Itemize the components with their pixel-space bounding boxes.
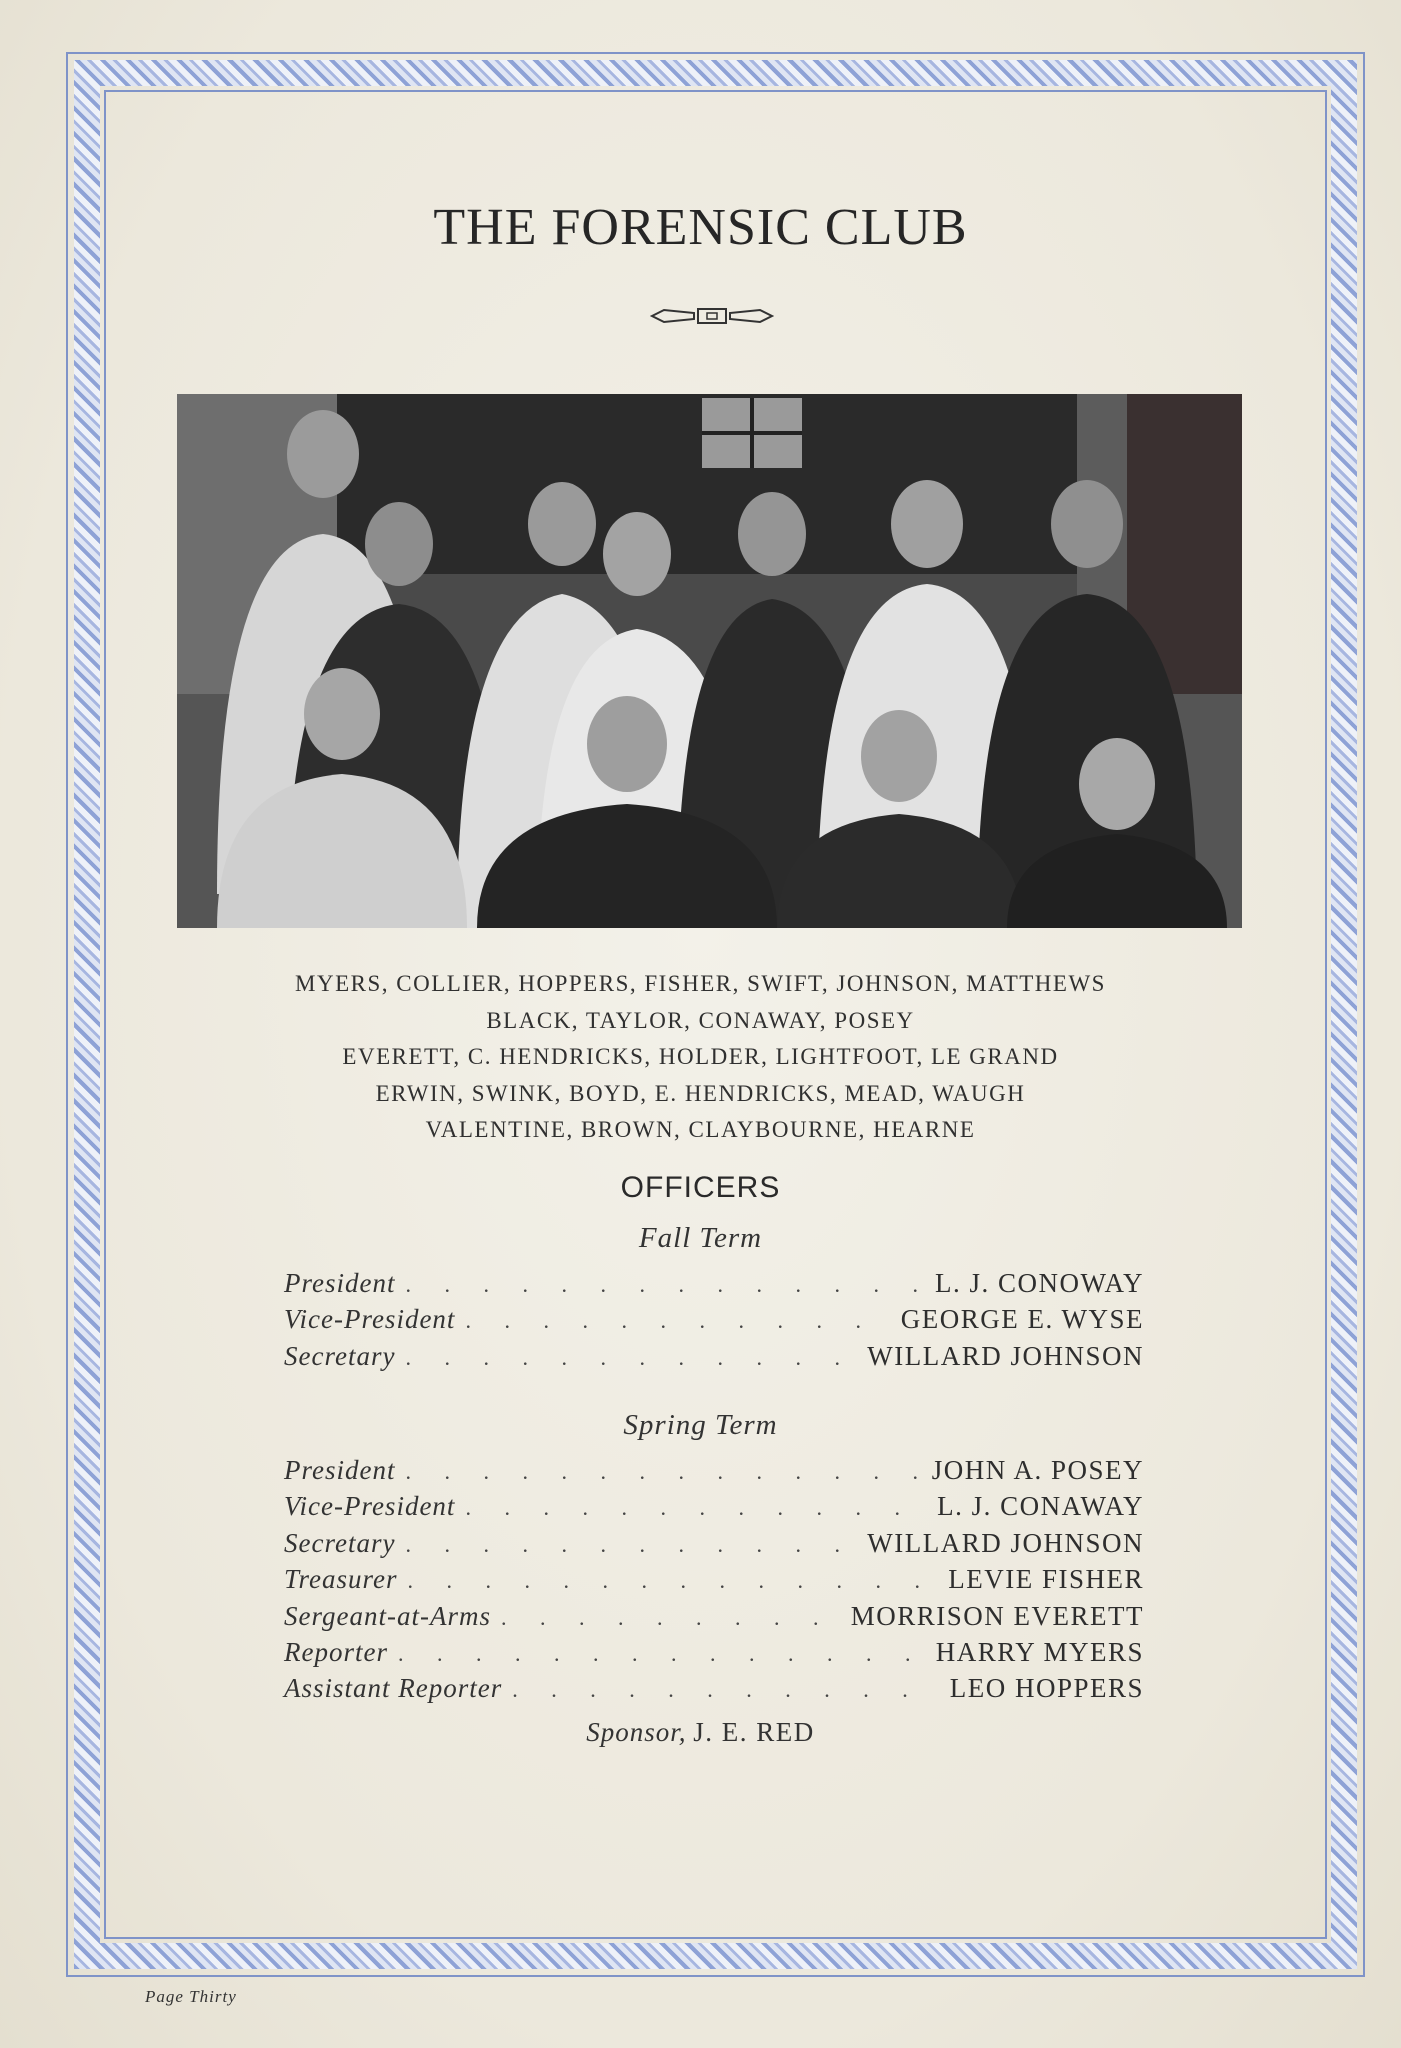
officer-role: Vice-President xyxy=(284,1304,456,1335)
officer-role: Sergeant-at-Arms xyxy=(284,1600,491,1631)
page-number: Page Thirty xyxy=(145,1987,237,2006)
member-names xyxy=(0,966,1401,1149)
fall-term-heading: Fall Term xyxy=(638,1222,763,1254)
officer-name: GEORGE E. WYSE xyxy=(900,1304,1144,1335)
spring-officer-list xyxy=(284,1455,1144,1710)
officer-role: President xyxy=(284,1455,396,1485)
leader-dots xyxy=(405,1272,925,1298)
officer-name: L. J. CONAWAY xyxy=(937,1491,1144,1522)
officer-row xyxy=(284,1673,1144,1709)
officer-role: Vice-President xyxy=(284,1491,456,1522)
names-line: VALENTINE, BROWN, CLAYBOURNE, HEARNE xyxy=(425,1117,976,1142)
names-line: BLACK, TAYLOR, CONAWAY, POSEY xyxy=(486,1007,915,1033)
officer-role: Treasurer xyxy=(284,1564,398,1595)
leader-dots xyxy=(405,1459,921,1485)
officer-row xyxy=(284,1601,1144,1637)
page-title: THE FORENSIC CLUB xyxy=(433,199,968,256)
group-photo-icon xyxy=(177,394,1242,928)
officer-name: LEO HOPPERS xyxy=(949,1673,1144,1704)
officers-heading: OFFICERS xyxy=(620,1171,781,1204)
leader-dots xyxy=(465,1308,890,1334)
officer-role: Secretary xyxy=(284,1527,396,1558)
officer-role: Secretary xyxy=(284,1340,396,1371)
leader-dots xyxy=(501,1605,841,1631)
group-photo xyxy=(177,394,1242,928)
leader-dots xyxy=(465,1495,927,1521)
leader-dots xyxy=(405,1345,857,1371)
fall-officer-list xyxy=(284,1268,1144,1377)
officer-name: L. J. CONOWAY xyxy=(934,1268,1144,1298)
officer-role: President xyxy=(284,1268,396,1298)
leader-dots xyxy=(405,1532,857,1558)
names-line: EVERETT, C. HENDRICKS, HOLDER, LIGHTFOOT, LE GRAND xyxy=(342,1044,1059,1069)
officer-name: LEVIE FISHER xyxy=(948,1564,1144,1595)
officer-row xyxy=(284,1304,1144,1340)
officer-row xyxy=(284,1528,1144,1564)
officer-role: Reporter xyxy=(284,1636,388,1667)
officer-row xyxy=(284,1341,1144,1377)
sponsor-line xyxy=(0,1717,1401,1748)
leader-dots xyxy=(398,1641,926,1667)
officer-name: HARRY MYERS xyxy=(935,1636,1144,1667)
spring-term-heading: Spring Term xyxy=(623,1409,778,1441)
leader-dots xyxy=(408,1568,939,1594)
divider-ornament-icon xyxy=(650,305,774,327)
officer-row xyxy=(284,1491,1144,1527)
officer-row xyxy=(284,1268,1144,1304)
officer-name: JOHN A. POSEY xyxy=(931,1455,1144,1485)
names-line: ERWIN, SWINK, BOYD, E. HENDRICKS, MEAD, WAUGH xyxy=(375,1080,1026,1106)
officer-row xyxy=(284,1564,1144,1600)
sponsor-role: Sponsor, xyxy=(586,1717,687,1747)
leader-dots xyxy=(512,1677,939,1703)
sponsor-name: J. E. RED xyxy=(693,1717,815,1747)
officer-role: Assistant Reporter xyxy=(284,1673,503,1704)
officer-name: WILLARD JOHNSON xyxy=(867,1527,1144,1558)
officer-name: WILLARD JOHNSON xyxy=(867,1340,1144,1371)
officer-row xyxy=(284,1637,1144,1673)
officer-row xyxy=(284,1455,1144,1491)
officer-name: MORRISON EVERETT xyxy=(850,1600,1144,1631)
names-line: MYERS, COLLIER, HOPPERS, FISHER, SWIFT, JOHNSON, MATTHEWS xyxy=(295,971,1106,996)
